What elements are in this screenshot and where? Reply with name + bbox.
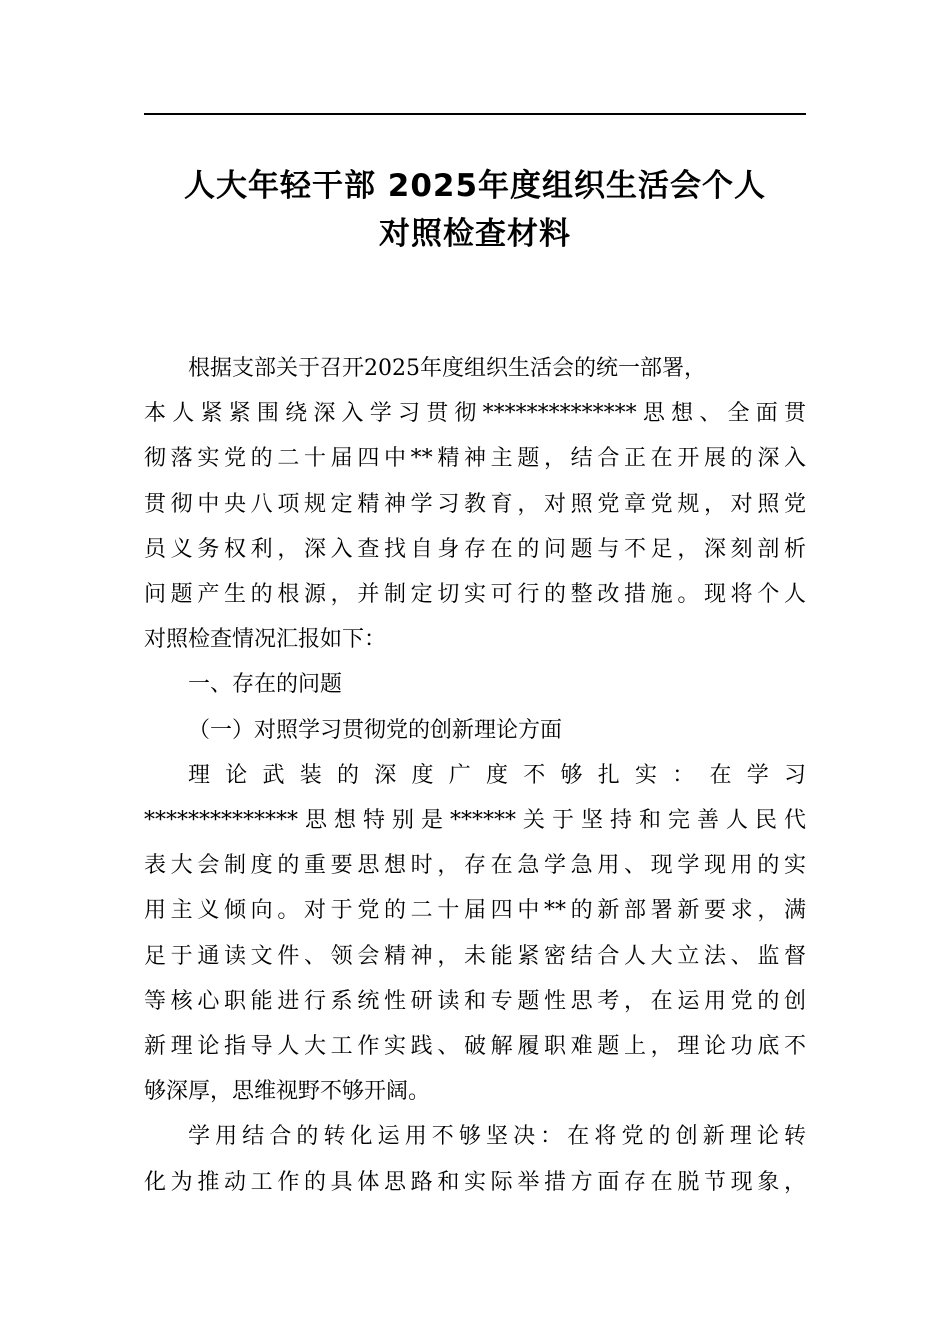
paragraph-application	[144, 1114, 806, 1204]
intro-line-6: 问题产生的根源，并制定切实可行的整改措施。现将个人	[144, 582, 806, 608]
intro-paragraph	[144, 346, 806, 662]
intro-line-7: 对照检查情况汇报如下：	[144, 627, 387, 653]
para1-line-5: 足于通读文件、领会精神，未能紧密结合人大立法、监督	[144, 943, 806, 969]
paragraph-theory	[144, 753, 806, 1115]
para2-line-2: 化为推动工作的具体思路和实际举措方面存在脱节现象，	[144, 1169, 806, 1195]
para1-line-1: 理论武装的深度广度不够扎实：在学习	[188, 762, 806, 788]
para1-line-3: 表大会制度的重要思想时，存在急学急用、现学现用的实	[144, 853, 806, 879]
para1-line-8: 够深厚，思维视野不够开阔。	[144, 1079, 431, 1105]
title-line-2: 对照检查材料	[379, 216, 571, 252]
document-body	[144, 346, 806, 1205]
para1-line-4: 用主义倾向。对于党的二十届四中**的新部署新要求，满	[144, 898, 806, 924]
intro-line-3: 彻落实党的二十届四中**精神主题，结合正在开展的深入	[144, 446, 806, 472]
intro-line-2: 本人紧紧围绕深入学习贯彻**************思想、全面贯	[144, 401, 806, 427]
intro-line-5: 员义务权利，深入查找自身存在的问题与不足，深刻剖析	[144, 536, 806, 562]
para2-line-1: 学用结合的转化运用不够坚决：在将党的创新理论转	[188, 1124, 806, 1150]
subsection-heading: （一）对照学习贯彻党的创新理论方面	[188, 717, 563, 743]
section-heading: 一、存在的问题	[188, 672, 343, 698]
intro-line-4: 贯彻中央八项规定精神学习教育，对照党章党规，对照党	[144, 491, 806, 517]
title-line-1: 人大年轻干部 2025年度组织生活会个人	[183, 168, 767, 204]
intro-line-1: 根据支部关于召开2025年度组织生活会的统一部署，	[188, 356, 706, 381]
para1-line-2: **************思想特别是******关于坚持和完善人民代	[144, 808, 806, 834]
document-title	[144, 162, 806, 258]
para1-line-7: 新理论指导人大工作实践、破解履职难题上，理论功底不	[144, 1034, 806, 1060]
header-rule	[144, 113, 806, 115]
para1-line-6: 等核心职能进行系统性研读和专题性思考，在运用党的创	[144, 988, 806, 1014]
